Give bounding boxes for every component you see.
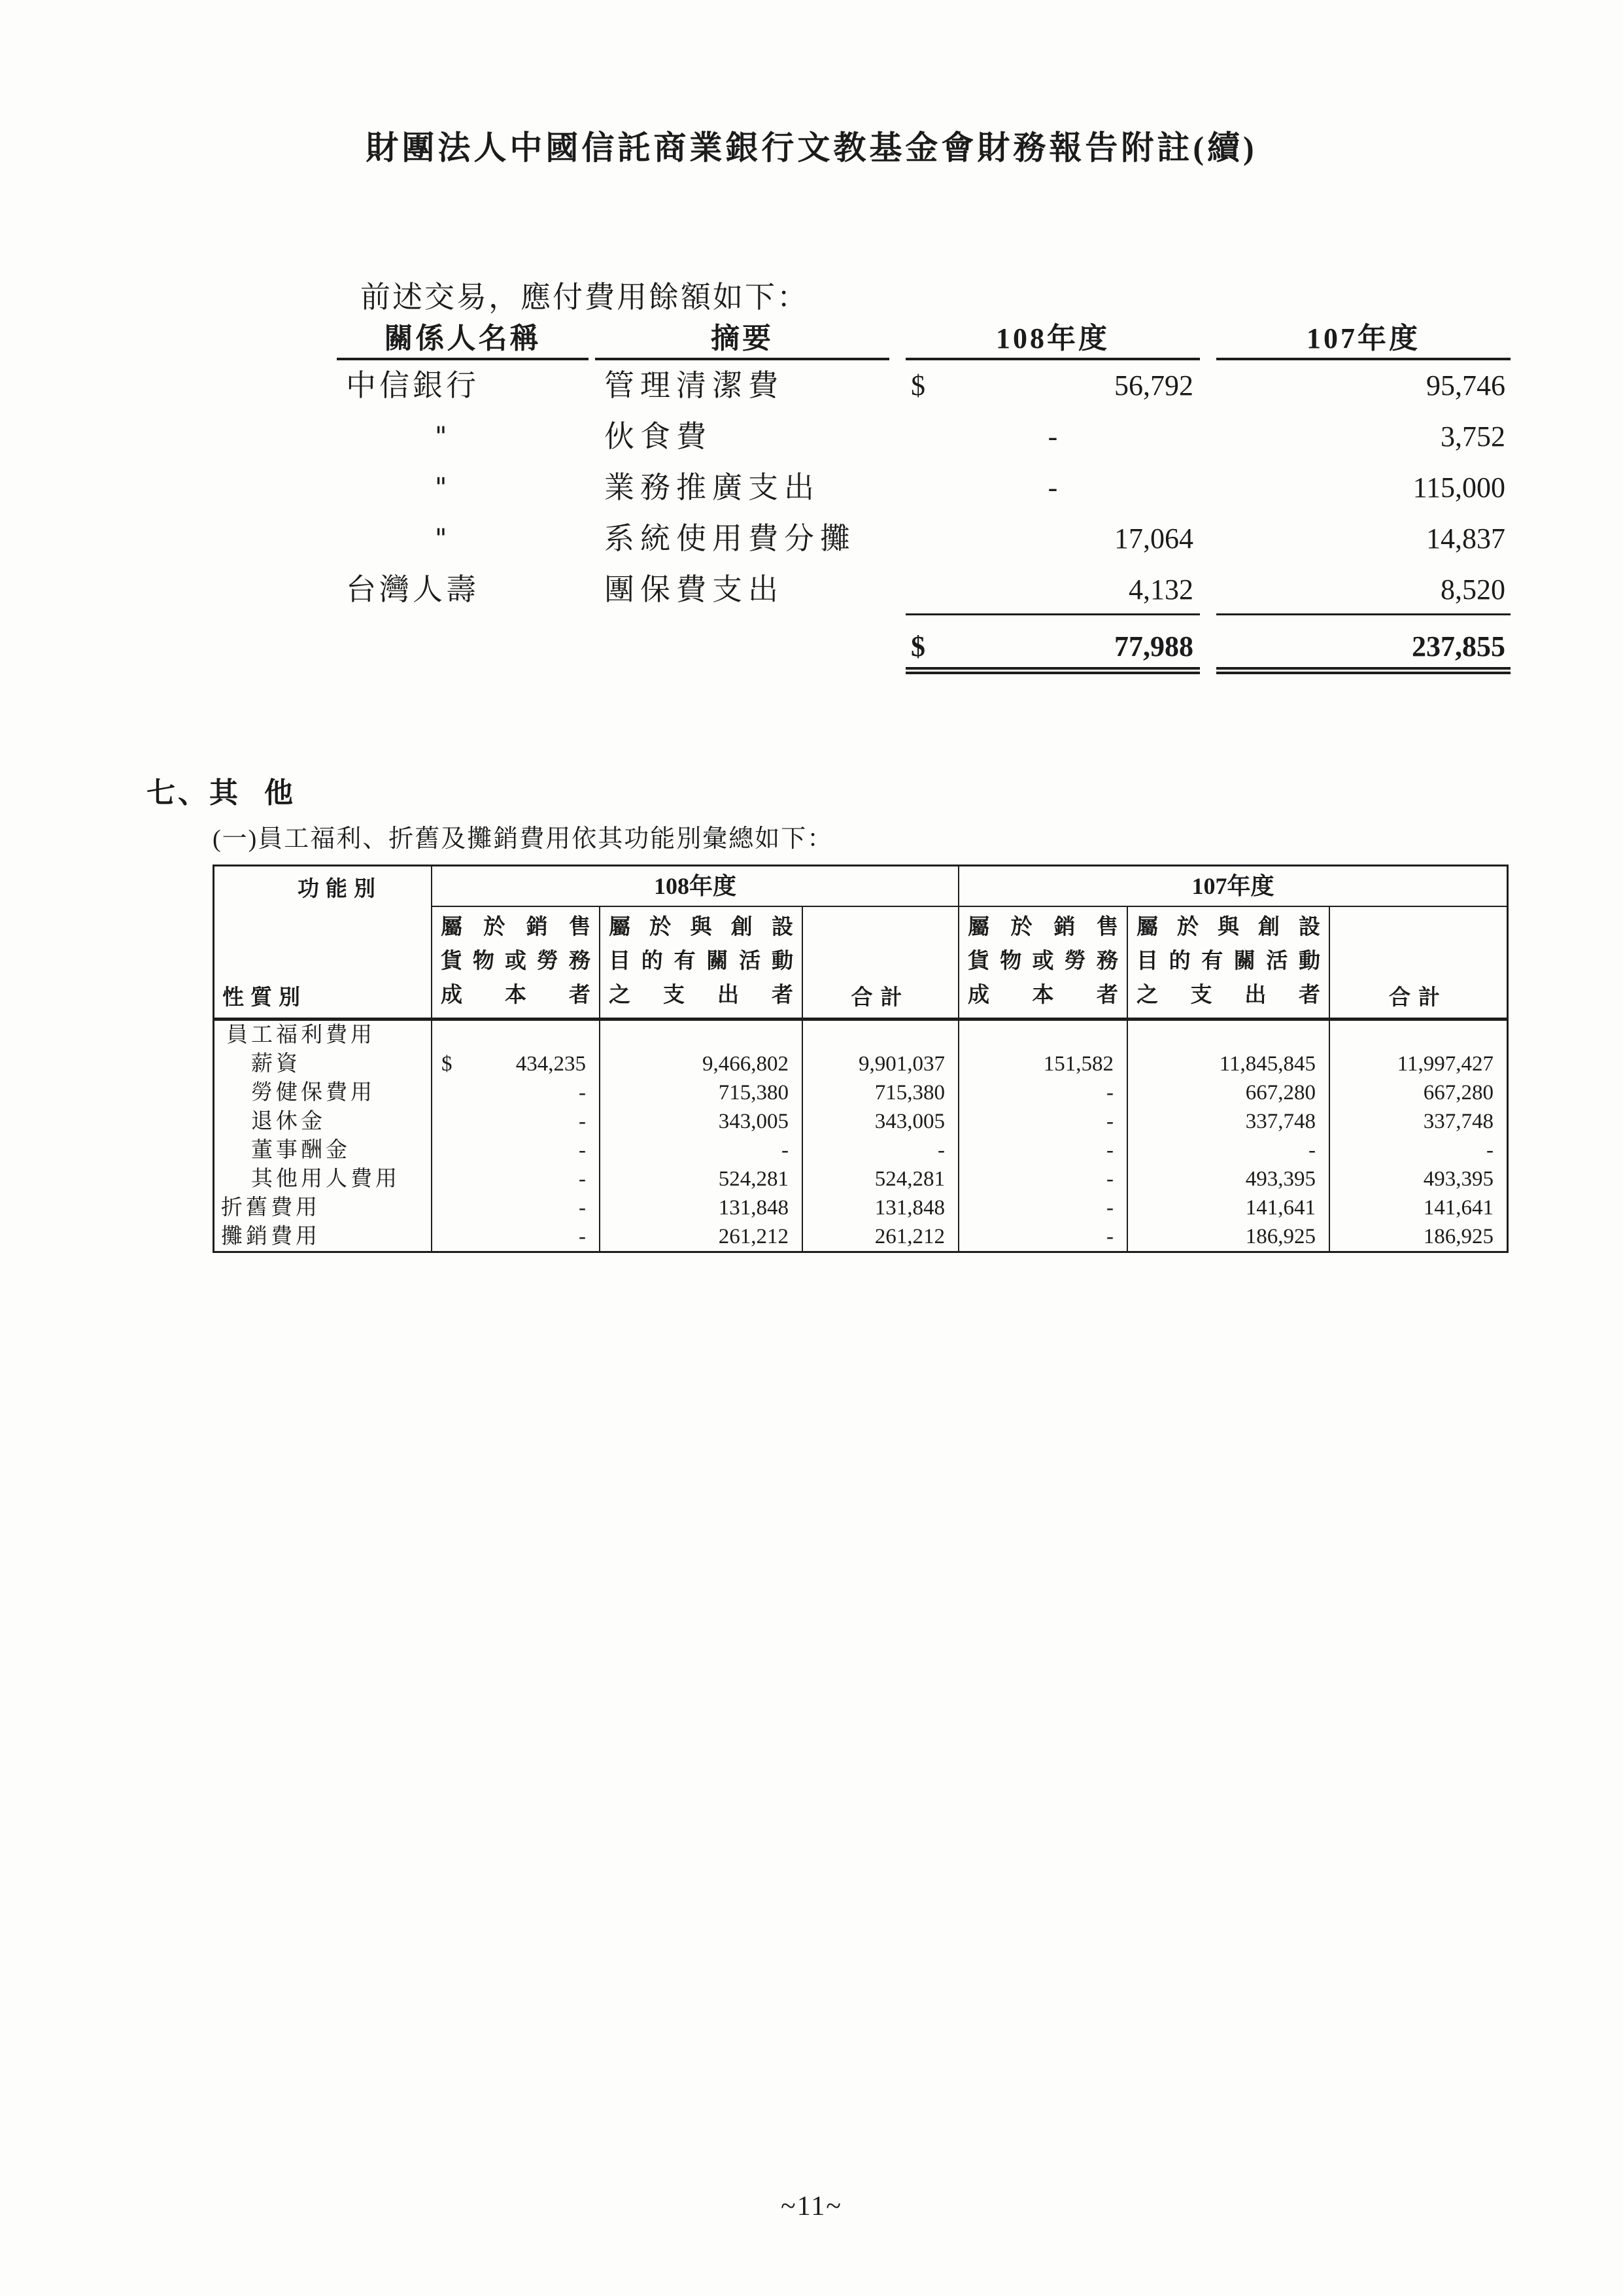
amount-107: 115,000 xyxy=(1412,471,1505,504)
year-group-107: 107年度 xyxy=(959,866,1507,907)
cell: 493,395 xyxy=(1128,1165,1330,1193)
summary-label: 業務推廣支出 xyxy=(604,471,820,504)
column-header-related-party: 關係人名稱 xyxy=(337,322,589,360)
amount-107: 14,837 xyxy=(1426,523,1505,555)
cell: - xyxy=(432,1107,600,1136)
cell: 493,395 xyxy=(1423,1167,1494,1191)
cell: 131,848 xyxy=(803,1193,959,1222)
payables-table xyxy=(337,322,1511,674)
cell xyxy=(1330,1021,1507,1050)
cell: - xyxy=(432,1078,600,1107)
spacer xyxy=(595,626,889,674)
row-label: 勞健保費用 xyxy=(214,1078,432,1107)
amount-108 xyxy=(906,360,1200,411)
amount-108: 4,132 xyxy=(906,564,1200,615)
related-party-name: 台灣人壽 xyxy=(346,573,479,606)
cell: 261,212 xyxy=(600,1222,803,1251)
subheader-line: 之 支 出 者 xyxy=(609,984,793,1007)
section-heading xyxy=(146,769,296,811)
cell: - xyxy=(432,1165,600,1193)
cell xyxy=(959,1021,1128,1050)
subheader-line: 屬 於 銷 售 xyxy=(968,916,1118,939)
table-row xyxy=(337,564,1511,615)
corner-function-label: 功能別 xyxy=(298,878,382,901)
table-row xyxy=(337,462,1511,513)
cell xyxy=(803,1021,959,1050)
cell: - xyxy=(959,1193,1128,1222)
cell: - xyxy=(432,1222,600,1251)
table-row xyxy=(337,360,1511,411)
cell: - xyxy=(1128,1136,1330,1165)
summary-label: 管理清潔費 xyxy=(604,369,784,402)
cell: 11,845,845 xyxy=(1128,1050,1330,1078)
row-label: 其他用人費用 xyxy=(214,1165,432,1193)
cell: 186,925 xyxy=(1423,1225,1494,1248)
row-label: 員工福利費用 xyxy=(214,1021,432,1050)
amount-108: - xyxy=(1048,420,1058,453)
section-heading-suffix: 他 xyxy=(264,777,296,809)
total-header-label: 合計 xyxy=(1389,986,1448,1010)
total-amount-107: 237,855 xyxy=(1216,626,1511,674)
subheader-line: 成 本 者 xyxy=(441,984,590,1007)
cell: 343,005 xyxy=(600,1107,803,1136)
cell xyxy=(432,1050,600,1078)
amount-107: 8,520 xyxy=(1216,564,1511,615)
subheader-sales-cost-108 xyxy=(432,907,600,1021)
summary-label: 團保費支出 xyxy=(604,573,784,606)
cell: - xyxy=(803,1136,959,1165)
column-header-year-108: 108年度 xyxy=(906,322,1200,360)
cell: 9,466,802 xyxy=(600,1050,803,1078)
corner-header-cell xyxy=(214,866,432,1021)
cell xyxy=(600,1021,803,1050)
row-label: 攤銷費用 xyxy=(214,1222,432,1251)
cell: 141,641 xyxy=(1128,1193,1330,1222)
amount-value: 434,235 xyxy=(515,1052,586,1076)
subheader-purpose-107 xyxy=(1128,907,1330,1021)
cell: 667,280 xyxy=(1128,1078,1330,1107)
spacer xyxy=(337,626,589,674)
table-row xyxy=(337,411,1511,462)
cell: 9,901,037 xyxy=(803,1050,959,1078)
summary-label: 伙食費 xyxy=(604,420,712,453)
cell: 151,582 xyxy=(959,1050,1128,1078)
subheader-purpose-108 xyxy=(600,907,803,1021)
cell: - xyxy=(432,1193,600,1222)
subheader-total-107 xyxy=(1330,907,1507,1021)
dollar-sign: $ xyxy=(911,630,925,662)
row-label: 薪資 xyxy=(214,1050,432,1078)
function-expense-table xyxy=(213,865,1509,1253)
amount-108: 17,064 xyxy=(1114,523,1193,555)
cell: 11,997,427 xyxy=(1397,1052,1494,1076)
corner-nature-label: 性質別 xyxy=(222,986,307,1010)
column-header-summary: 摘要 xyxy=(595,322,889,360)
cell: - xyxy=(600,1136,803,1165)
cell: 715,380 xyxy=(600,1078,803,1107)
year-group-108: 108年度 xyxy=(432,866,959,907)
subheader-line: 屬 於 與 創 設 xyxy=(609,916,793,939)
amount-value: 56,792 xyxy=(1114,369,1193,402)
subheader-line: 貨 物 或 勞 務 xyxy=(441,950,590,973)
subheader-line: 屬 於 與 創 設 xyxy=(1136,916,1320,939)
related-party-ditto: " xyxy=(435,422,447,452)
cell: 131,848 xyxy=(600,1193,803,1222)
row-label: 董事酬金 xyxy=(214,1136,432,1165)
amount-107: 3,752 xyxy=(1441,420,1505,453)
subsection-heading: (一)員工福利、折舊及攤銷費用依其功能別彙總如下： xyxy=(213,825,834,853)
subheader-sales-cost-107 xyxy=(959,907,1128,1021)
cell: - xyxy=(959,1165,1128,1193)
intro-text: 前述交易，應付費用餘額如下： xyxy=(360,281,809,314)
cell: - xyxy=(959,1136,1128,1165)
subheader-line: 之 支 出 者 xyxy=(1136,984,1320,1007)
summary-label: 系統使用費分攤 xyxy=(604,522,856,555)
dollar-sign: $ xyxy=(911,369,925,402)
cell: - xyxy=(959,1078,1128,1107)
total-row xyxy=(337,626,1511,674)
cell: 343,005 xyxy=(803,1107,959,1136)
cell: 261,212 xyxy=(803,1222,959,1251)
subheader-line: 目 的 有 關 活 動 xyxy=(1136,950,1320,973)
cell xyxy=(1128,1021,1330,1050)
cell: 186,925 xyxy=(1128,1222,1330,1251)
cell: - xyxy=(959,1222,1128,1251)
subheader-line: 成 本 者 xyxy=(968,984,1118,1007)
page-number: ~11~ xyxy=(781,2191,842,2221)
subheader-line: 屬 於 銷 售 xyxy=(441,916,590,939)
cell: 715,380 xyxy=(803,1078,959,1107)
cell: 337,748 xyxy=(1128,1107,1330,1136)
column-header-year-107: 107年度 xyxy=(1216,322,1511,360)
payables-table-header xyxy=(337,322,1511,360)
cell xyxy=(432,1021,600,1050)
cell: 141,641 xyxy=(1423,1196,1494,1220)
cell: 524,281 xyxy=(600,1165,803,1193)
related-party-name: 中信銀行 xyxy=(346,369,479,402)
subheader-total-108 xyxy=(803,907,959,1021)
total-amount-108 xyxy=(906,626,1200,674)
total-header-label: 合計 xyxy=(851,986,910,1010)
amount-108: - xyxy=(1048,471,1058,504)
subheader-line: 目 的 有 關 活 動 xyxy=(609,950,793,973)
table-row xyxy=(337,513,1511,564)
amount-107: 95,746 xyxy=(1426,369,1505,402)
related-party-ditto: " xyxy=(435,473,447,503)
subheader-line: 貨 物 或 勞 務 xyxy=(968,950,1118,973)
page-title: 財團法人中國信託商業銀行文教基金會財務報告附註(續) xyxy=(366,129,1257,166)
dollar-sign: $ xyxy=(441,1052,453,1076)
cell: - xyxy=(432,1136,600,1165)
related-party-ditto: " xyxy=(435,524,447,554)
cell: 524,281 xyxy=(803,1165,959,1193)
cell: - xyxy=(959,1107,1128,1136)
cell: 337,748 xyxy=(1423,1110,1494,1133)
total-value: 77,988 xyxy=(1114,630,1193,662)
section-heading-prefix: 七、其 xyxy=(146,777,241,809)
cell: - xyxy=(1486,1139,1494,1162)
cell: 667,280 xyxy=(1423,1081,1494,1105)
row-label: 折舊費用 xyxy=(214,1193,432,1222)
row-label: 退休金 xyxy=(214,1107,432,1136)
